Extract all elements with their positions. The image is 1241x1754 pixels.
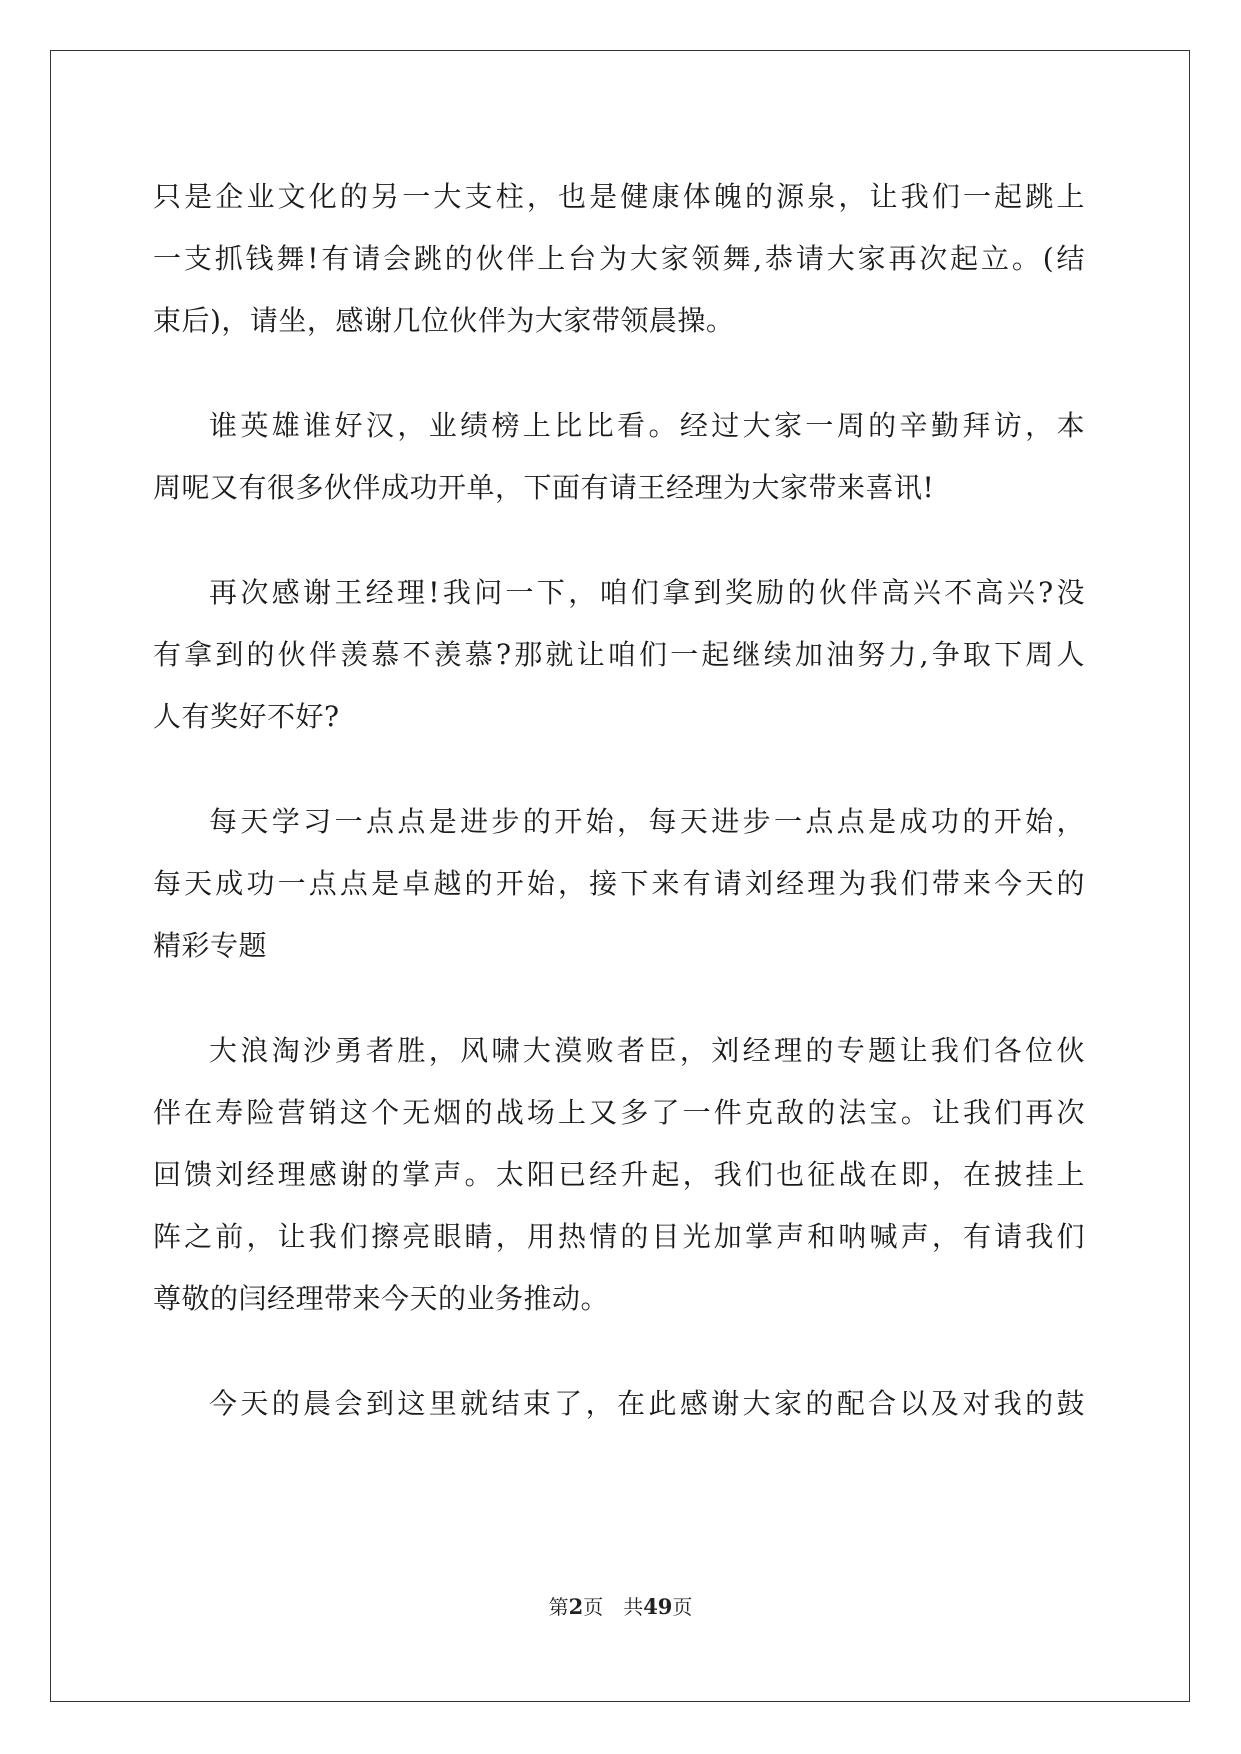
paragraph-5 xyxy=(153,1020,1085,1330)
page-current: 2 xyxy=(568,1594,584,1619)
text-line: 一支抓钱舞!有请会跳的伙伴上台为大家领舞,恭请大家再次起立。(结 xyxy=(153,242,1085,275)
text-line: 每天成功一点点是卓越的开始，接下来有请刘经理为我们带来今天的 xyxy=(153,867,1085,900)
total-unit: 页 xyxy=(672,1595,693,1619)
text-line: 伴在寿险营销这个无烟的战场上又多了一件克敌的法宝。让我们再次 xyxy=(153,1096,1085,1129)
page-prefix: 第 xyxy=(548,1595,569,1619)
text-line: 回馈刘经理感谢的掌声。太阳已经升起，我们也征战在即，在披挂上 xyxy=(153,1158,1085,1191)
text-line: 束后)，请坐，感谢几位伙伴为大家带领晨操。 xyxy=(153,304,735,337)
paragraph-2 xyxy=(153,395,1085,519)
text-line: 阵之前，让我们擦亮眼睛，用热情的目光加掌声和呐喊声，有请我们 xyxy=(153,1220,1085,1253)
text-line: 再次感谢王经理!我问一下，咱们拿到奖励的伙伴高兴不高兴?没 xyxy=(209,576,1085,609)
text-line: 今天的晨会到这里就结束了，在此感谢大家的配合以及对我的鼓 xyxy=(209,1387,1085,1420)
paragraph-1 xyxy=(153,166,1085,352)
page-total: 49 xyxy=(643,1594,673,1619)
paragraph-3 xyxy=(153,562,1085,748)
text-line: 精彩专题 xyxy=(153,929,268,962)
text-line: 只是企业文化的另一大支柱，也是健康体魄的源泉，让我们一起跳上 xyxy=(153,180,1085,213)
total-prefix: 共 xyxy=(623,1595,644,1619)
page-number-footer xyxy=(0,1591,1241,1620)
text-line: 周呢又有很多伙伴成功开单，下面有请王经理为大家带来喜讯! xyxy=(153,471,935,504)
document-body xyxy=(153,166,1085,1435)
text-line: 有拿到的伙伴羡慕不羡慕?那就让咱们一起继续加油努力,争取下周人 xyxy=(153,638,1085,671)
text-line: 谁英雄谁好汉，业绩榜上比比看。经过大家一周的辛勤拜访，本 xyxy=(209,409,1085,442)
paragraph-6 xyxy=(153,1373,1085,1435)
text-line: 尊敬的闫经理带来今天的业务推动。 xyxy=(153,1282,610,1315)
paragraph-4 xyxy=(153,791,1085,977)
text-line: 大浪淘沙勇者胜，风啸大漠败者臣，刘经理的专题让我们各位伙 xyxy=(209,1034,1085,1067)
page-unit: 页 xyxy=(583,1595,604,1619)
text-line: 每天学习一点点是进步的开始，每天进步一点点是成功的开始， xyxy=(209,805,1085,838)
text-line: 人有奖好不好? xyxy=(153,700,340,733)
